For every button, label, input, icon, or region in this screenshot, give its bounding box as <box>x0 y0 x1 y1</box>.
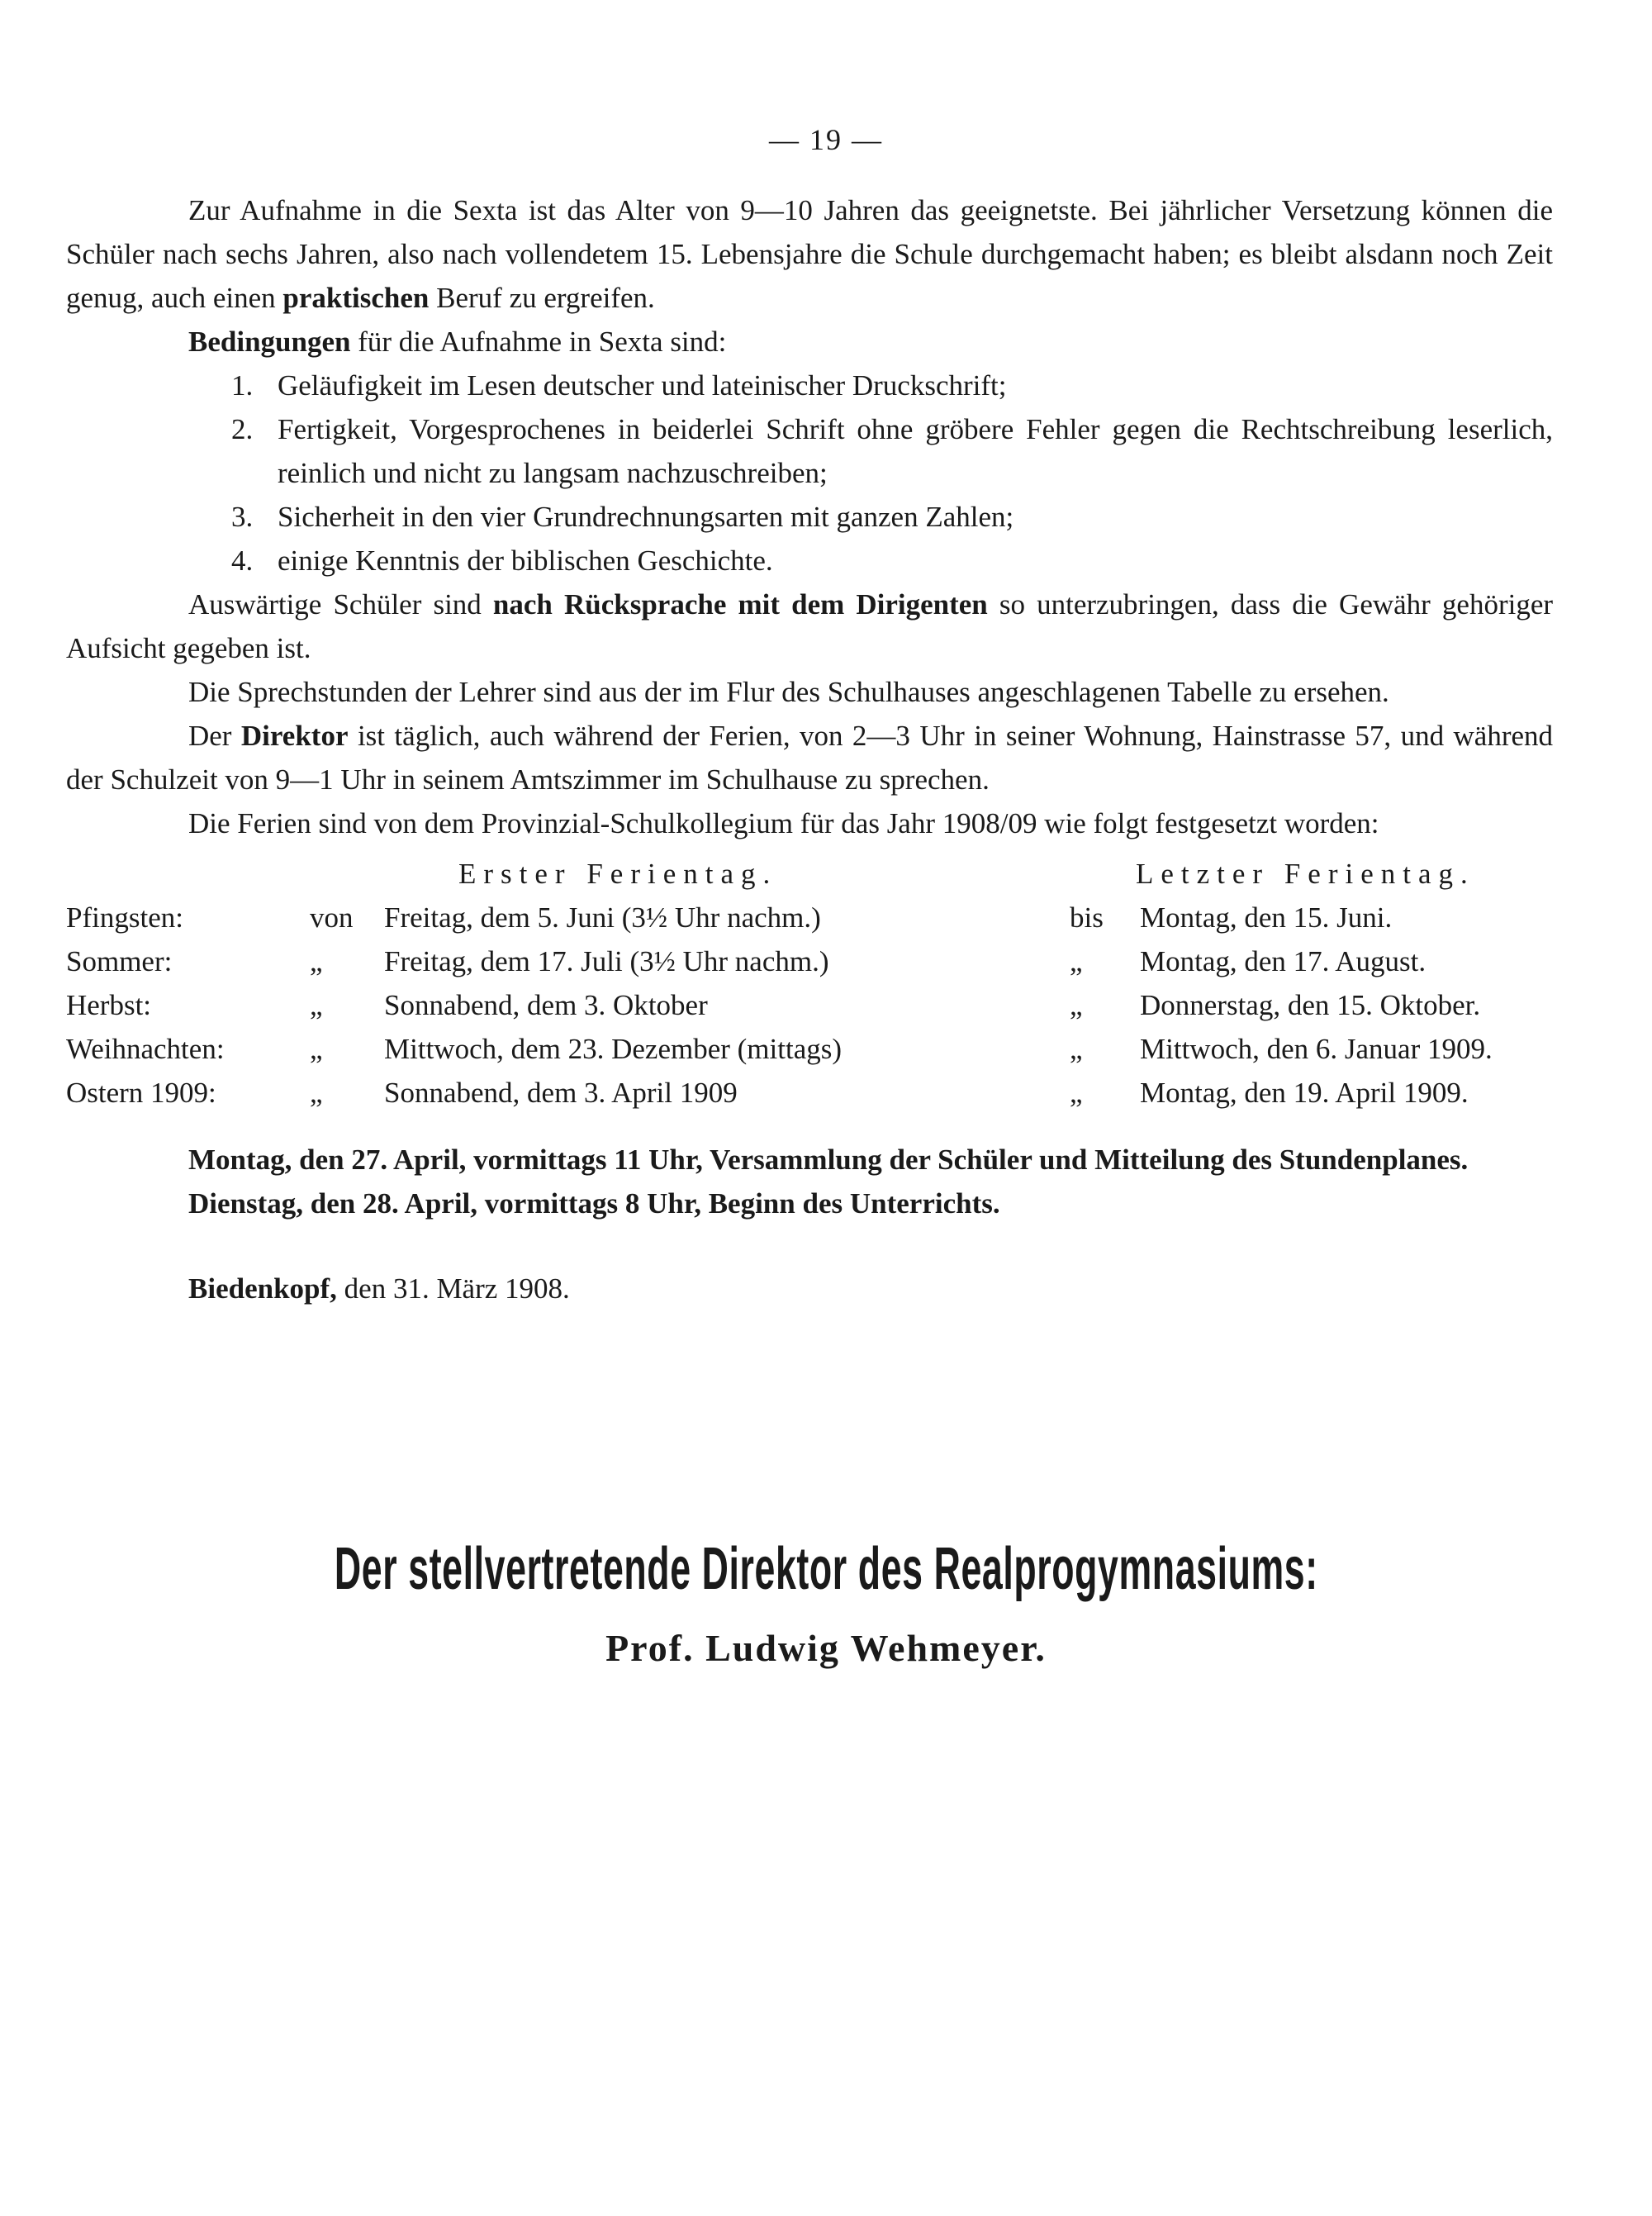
header-last-day: Letzter Ferientag. <box>1136 858 1475 890</box>
signature-title <box>0 1535 1652 1603</box>
list-item <box>66 407 1553 495</box>
first-day: Mittwoch, dem 23. Dezember (mittags) <box>384 1033 843 1065</box>
conditions-list <box>66 364 1553 583</box>
holiday-name: Pfingsten: <box>66 901 183 934</box>
p5-start: Der <box>188 720 232 752</box>
signature-title-text: Der stellvertretende Direktor des Realprogymnasiums: <box>334 1536 1318 1602</box>
table-row <box>66 1027 1553 1071</box>
last-day: Montag, den 17. August. <box>1140 945 1427 977</box>
conditions-bold: Bedingungen <box>188 326 351 358</box>
list-number: 2. <box>231 413 254 445</box>
p1-bold: praktischen <box>282 282 430 314</box>
list-number: 4. <box>231 544 254 577</box>
row-connector: bis <box>1070 901 1104 934</box>
first-day: Sonnabend, dem 3. April 1909 <box>384 1077 738 1109</box>
list-number: 1. <box>231 369 254 402</box>
row-prefix: „ <box>310 1033 323 1065</box>
table-row <box>66 1071 1553 1115</box>
list-item <box>66 495 1553 539</box>
signature-name: Prof. Ludwig Wehmeyer. <box>605 1627 1047 1669</box>
list-text: Sicherheit in den vier Grundrechnungsarten mit ganzen Zahlen; <box>278 501 1014 533</box>
announcement-lessons: Dienstag, den 28. April, vormittags 8 Uhr, Beginn des Unterrichts. <box>188 1187 1000 1220</box>
table-row <box>66 983 1553 1027</box>
list-number: 3. <box>231 501 254 533</box>
row-prefix: von <box>310 901 354 934</box>
row-prefix: „ <box>310 989 323 1021</box>
list-text: Geläufigkeit im Lesen deutscher und lateinischer Druckschrift; <box>278 369 1007 402</box>
body-text <box>66 188 1553 1310</box>
header-first-day: Erster Ferientag. <box>458 858 778 890</box>
paragraph-admission-age <box>66 188 1553 320</box>
holiday-table-header <box>66 852 1553 896</box>
last-day: Mittwoch, den 6. Januar 1909. <box>1140 1033 1493 1065</box>
spacer <box>66 1225 1553 1267</box>
first-day: Freitag, dem 5. Juni (3½ Uhr nachm.) <box>384 901 821 934</box>
paragraph-holidays: Die Ferien sind von dem Provinzial-Schulkollegium für das Jahr 1908/09 wie folgt festgesetzt worden: <box>188 807 1379 839</box>
p3-end: so unterzubringen, dass die Gewähr gehöriger Aufsicht gegeben ist. <box>66 588 1554 664</box>
p5-bold: Direktor <box>240 720 349 752</box>
row-connector: „ <box>1070 989 1083 1021</box>
conditions-heading <box>66 320 1553 364</box>
first-day: Sonnabend, dem 3. Oktober <box>384 989 708 1021</box>
table-row <box>66 896 1553 939</box>
p3-bold: nach Rücksprache mit dem Dirigenten <box>492 588 988 621</box>
holiday-name: Sommer: <box>66 945 173 977</box>
last-day: Montag, den 15. Juni. <box>1140 901 1393 934</box>
row-connector: „ <box>1070 1033 1083 1065</box>
dateline <box>66 1267 1553 1310</box>
holiday-name: Ostern 1909: <box>66 1077 216 1109</box>
list-text: einige Kenntnis der biblischen Geschichte. <box>278 544 773 577</box>
p1-text: Zur Aufnahme in die Sexta ist das Alter von 9—10 Jahren das geeignetste. Bei jährlicher Versetzung können die Schüler nach sechs Jahren, also nach vollendetem 15. Lebensjahre die Schule durchgemacht haben; es bleibt alsdann noch Zeit genug, auch einen <box>66 194 1553 314</box>
first-day: Freitag, dem 17. Juli (3½ Uhr nachm.) <box>384 945 829 977</box>
row-prefix: „ <box>310 1077 323 1109</box>
last-day: Donnerstag, den 15. Oktober. <box>1140 989 1481 1021</box>
list-item <box>66 539 1553 583</box>
spacer <box>66 852 458 896</box>
p3-start: Auswärtige Schüler sind <box>188 588 482 621</box>
p1-end: Beruf zu ergreifen. <box>436 282 655 314</box>
dateline-date: den 31. März 1908. <box>344 1272 570 1305</box>
row-connector: „ <box>1070 1077 1083 1109</box>
list-item <box>66 364 1553 407</box>
page-number: — 19 — <box>769 123 883 156</box>
paragraph-external-students <box>66 583 1553 670</box>
table-row <box>66 939 1553 983</box>
dateline-place: Biedenkopf, <box>188 1272 337 1305</box>
paragraph-director <box>66 714 1553 801</box>
last-day: Montag, den 19. April 1909. <box>1140 1077 1469 1109</box>
spacer <box>66 1115 1553 1138</box>
list-text: Fertigkeit, Vorgesprochenes in beiderlei Schrift ohne gröbere Fehler gegen die Rechtschreibung leserlich, reinlich und nicht zu langsam nachzuschreiben; <box>278 413 1553 489</box>
holiday-name: Herbst: <box>66 989 152 1021</box>
paragraph-office-hours: Die Sprechstunden der Lehrer sind aus der im Flur des Schulhauses angeschlagenen Tabelle zu ersehen. <box>188 676 1389 708</box>
p5-end: ist täglich, auch während der Ferien, von 2—3 Uhr in seiner Wohnung, Hainstrasse 57, und während der Schulzeit von 9—1 Uhr in seinem Amtszimmer im Schulhause zu sprechen. <box>66 720 1554 796</box>
conditions-rest: für die Aufnahme in Sexta sind: <box>358 326 727 358</box>
row-connector: „ <box>1070 945 1083 977</box>
announcement-assembly: Montag, den 27. April, vormittags 11 Uhr, Versammlung der Schüler und Mitteilung des Stundenplanes. <box>188 1144 1469 1176</box>
holiday-table <box>66 896 1553 1115</box>
holiday-name: Weihnachten: <box>66 1033 225 1065</box>
row-prefix: „ <box>310 945 323 977</box>
